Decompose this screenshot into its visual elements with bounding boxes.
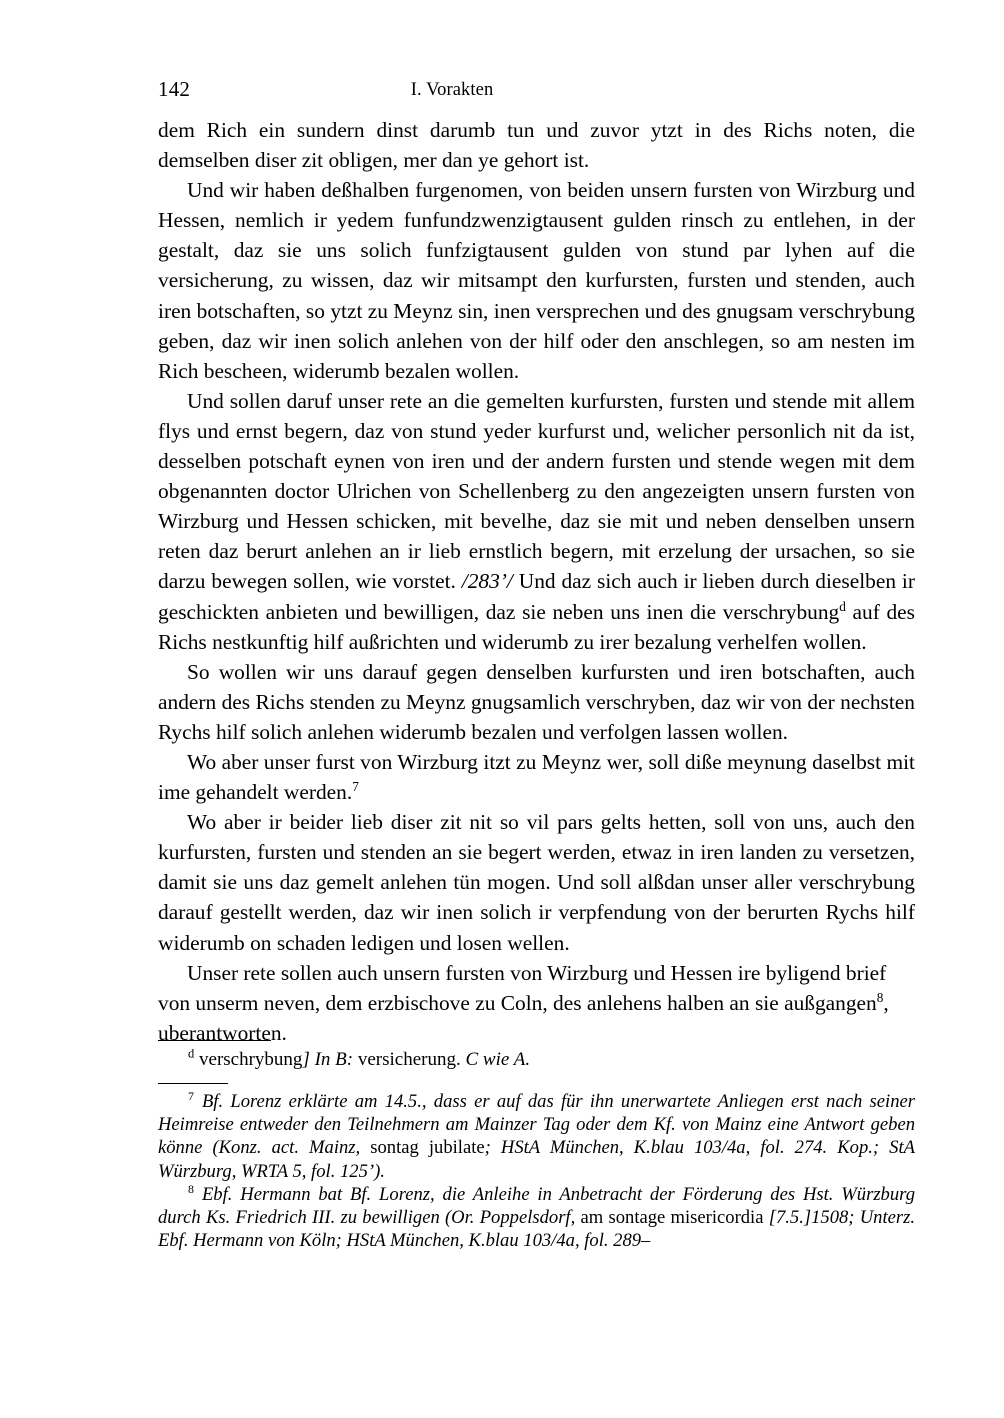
page-canvas — [158, 0, 915, 1418]
folio-marker: /283’/ — [461, 569, 513, 594]
running-head — [158, 76, 915, 102]
running-head-title: I. Vorakten — [410, 80, 494, 100]
footnote-reference-8[interactable]: 8 — [876, 989, 884, 1005]
paragraph-7-text: Unser rete sollen auch unsern fursten von Wirzburg und Hessen ire byligend brief von unserm neven, dem erzbischove zu Coln, des anlehens halben an sie außgangen — [158, 960, 887, 1015]
paragraph-7 — [158, 958, 915, 1048]
paragraph-3-text-before-folio-marker: Und sollen daruf unser rete an die gemelten kurfursten, fursten und stende mit allem flys und ernst begern, daz von stund yeder kurfurst und, welicher personlich nit da ist, desselben potschaft eynen von iren und der andern fursten und stende wegen mit dem obgenannten doctor Ulrichen von Schellenberg zu den angezeigten unsern fursten von Wirzburg und Hessen schicken, mit bevelhe, daz sie mit und neben denselben unsern reten daz berurt anlehen an ir lieb ernstlich begern, mit erzelung der ursachen, so sie darzu bewegen sollen, wie vorstet. — [158, 388, 915, 594]
page-number: 142 — [158, 77, 191, 101]
paragraph-2 — [158, 175, 915, 386]
variant-reference-d[interactable]: d — [839, 598, 846, 614]
footnote-7-segment-1: Bf. Lorenz erklärte am 14.5., dass er auf das für ihn unerwartete Anliegen erst nach seiner Heimreise entweder den Teilnehmern am Mainzer Tag oder dem Kf. von Mainz eine Antwort geben könne (Konz. act. Mainz, — [158, 1091, 915, 1159]
footnote-7 — [158, 1090, 915, 1183]
paragraph-3 — [158, 386, 915, 657]
variant-entry-d — [158, 1047, 915, 1073]
variant-source-label: In B: — [314, 1049, 354, 1070]
paragraph-2-text: Und wir haben deßhalben furgenomen, von beiden unsern fursten von Wirzburg und Hessen, nemlich ir yedem funfundzwenzigtausent gulden rinsch zu entlehen, in der gestalt, daz sie uns solich funfzigtausent gulden von stund par lyhen auf die versicherung, zu wissen, daz wir mitsampt den kurfursten, fursten und stenden, auch iren botschaften, so ytzt zu Meynz sin, inen versprechen und des gnugsam verschrybung geben, daz wir inen solich anlehen von der hilf oder den anschlegen, so am nesten im Rich bescheen, widerumb bezalen wollen. — [158, 178, 915, 383]
footnote-8-segment-2: [7.5.]1508; Unterz. Ebf. Hermann von Köln; HStA München, K.blau 103/4a, fol. 289– — [158, 1207, 916, 1252]
paragraph-3-text-middle: Und daz sich auch ir lieben durch dieselben ir geschickten anbieten und bewilligen, daz sie neben uns inen die verschrybung — [158, 569, 915, 624]
variant-apparatus — [158, 1040, 915, 1073]
variant-lemma: verschrybung — [199, 1049, 303, 1070]
paragraph-4-text: So wollen wir uns darauf gegen denselben kurfursten und iren botschaften, auch andern des Richs stenden zu Meynz gnugsamlich verschryben, daz wir von der nechsten Rychs hilf solich anlehen widerumb bezalen und verfolgen lassen wollen. — [158, 659, 915, 744]
footnote-apparatus-rule — [158, 1083, 228, 1084]
footnote-8-segment-1: Ebf. Hermann bat Bf. Lorenz, die Anleihe in Anbetracht der Förderung des Hst. Würzburg durch Ks. Friedrich III. zu bewilligen (Or. Poppelsdorf, — [158, 1183, 915, 1229]
paragraph-5 — [158, 747, 915, 807]
paragraph-6-text: Wo aber ir beider lieb diser zit nit so vil pars gelts hetten, soll von uns, auch den kurfursten, fursten und stenden an sie begert werden, etwaz in iren landen zu versetzen, damit sie uns daz gemelt anlehen tün mogen. Und soll alßdan unser aller verschrybung darauf gestellt werden, daz wir inen solich ir verpfendung von der berurten Rychs hilf widerumb on schaden ledigen und losen wellen. — [158, 810, 915, 955]
footnote-7-marker: 7 — [188, 1088, 194, 1103]
variant-bracket: ] — [302, 1049, 310, 1070]
footnote-7-segment-2: ; HStA München, K.blau 103/4a, fol. 274. Kop.; StA Würzburg, WRTA 5, fol. 125’). — [158, 1137, 915, 1182]
paragraph-5-text: Wo aber unser furst von Wirzburg itzt zu Meynz wer, soll diße meynung daselbst mit ime gehandelt werden. — [158, 749, 915, 805]
paragraph-1-text: dem Rich ein sundern dinst darumb tun und zuvor ytzt in des Richs noten, die demselben diser zit obligen, mer dan ye gehort ist. — [158, 118, 915, 173]
footnote-apparatus — [158, 1083, 915, 1252]
footnote-8-marker: 8 — [188, 1181, 194, 1196]
paragraph-1 — [158, 115, 915, 175]
paragraph-7-text-end: , uberantworten. — [158, 990, 889, 1045]
paragraph-4 — [158, 657, 915, 747]
variant-reading: versicherung. — [357, 1049, 461, 1070]
paragraph-6 — [158, 807, 915, 957]
variant-entry-marker: d — [188, 1046, 195, 1061]
footnote-8 — [158, 1183, 915, 1253]
footnote-8-roman-segment: am sontage misericordia — [580, 1207, 764, 1229]
paragraph-3-text-end: auf des Richs nestkunftig hilf außrichten und widerumb zu irer bezalung verhelfen wollen. — [158, 599, 915, 654]
footnote-7-roman-segment: sontag jubilate — [370, 1137, 485, 1159]
variant-apparatus-rule — [158, 1040, 271, 1041]
variant-witness: C wie A. — [465, 1049, 531, 1070]
footnote-reference-7[interactable]: 7 — [352, 778, 359, 794]
body-text — [158, 115, 915, 1048]
